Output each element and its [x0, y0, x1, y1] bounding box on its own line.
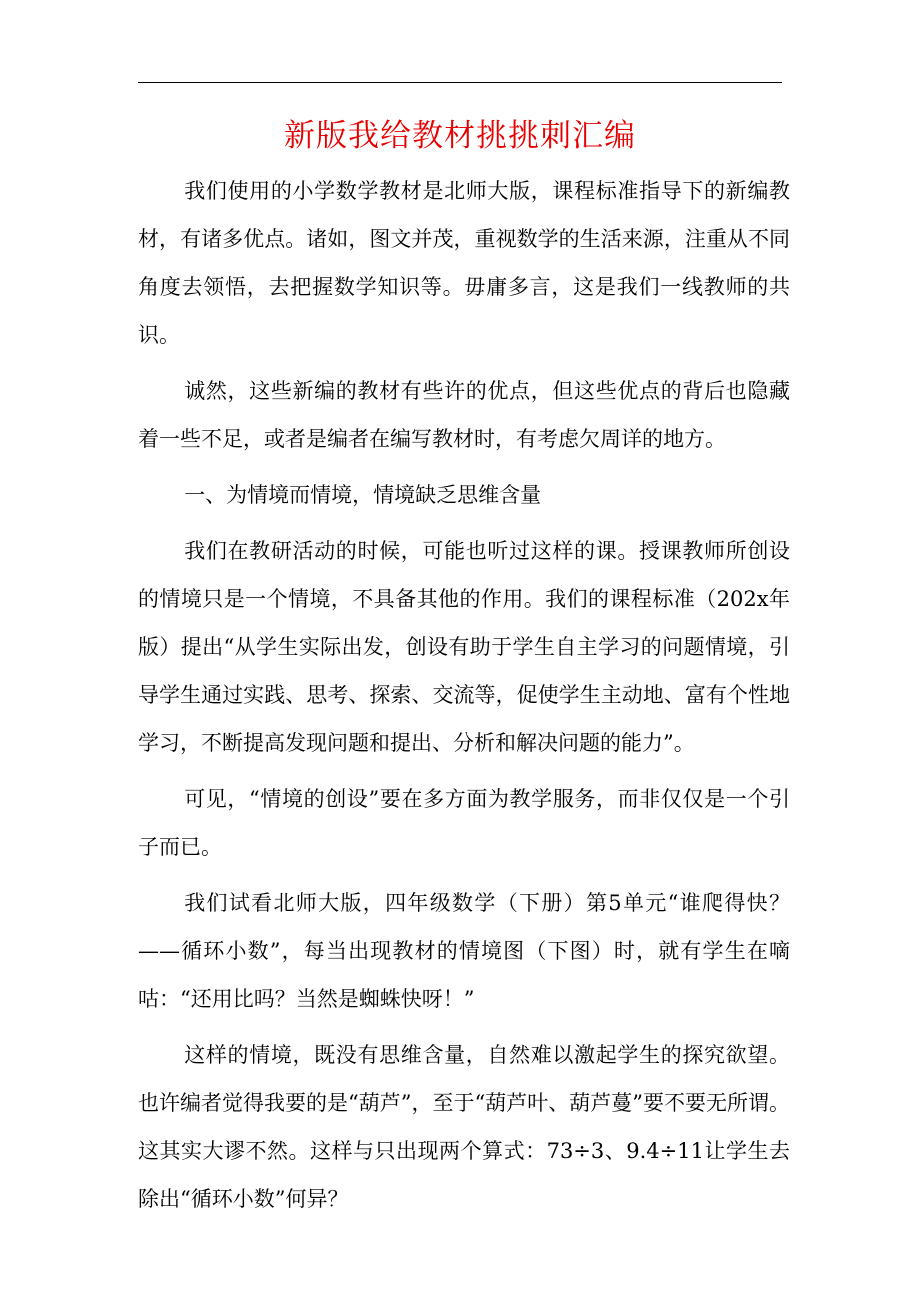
- document-body: [138, 167, 790, 1231]
- paragraph-critique: 这样的情境，既没有思维含量，自然难以激起学生的探究欲望。也许编者觉得我要的是“葫芦”，至于“葫芦叶、葫芦蔓”要不要无所谓。这其实大谬不然。这样与只出现两个算式：73÷3、9.4÷11让学生去除出“循环小数”何异？: [138, 1043, 790, 1211]
- paragraph-curriculum-standard: 我们在教研活动的时候，可能也听过这样的课。授课教师所创设的情境只是一个情境，不具备其他的作用。我们的课程标准（202x年版）提出“从学生实际出发，创设有助于学生自主学习的问题情境，引导学生通过实践、思考、探索、交流等，促使学生主动地、富有个性地学习，不断提高发现问题和提出、分析和解决问题的能力”。: [138, 539, 790, 755]
- paragraph-intro: 我们使用的小学数学教材是北师大版，课程标准指导下的新编教材，有诸多优点。诸如，图文并茂，重视数学的生活来源，注重从不同角度去领悟，去把握数学知识等。毋庸多言，这是我们一线教师的共识。: [138, 179, 790, 347]
- paragraph-textbook-example: 我们试看北师大版，四年级数学（下册）第5单元“谁爬得快？——循环小数”，每当出现教材的情境图（下图）时，就有学生在嘀咕：“还用比吗？当然是蜘蛛快呀！”: [138, 891, 790, 1011]
- document-title: 新版我给教材挑挑刺汇编: [284, 118, 636, 154]
- section-heading-1: 一、为情境而情境，情境缺乏思维含量: [184, 483, 542, 507]
- header-rule: [138, 82, 782, 83]
- paragraph-situation-purpose: 可见，“情境的创设”要在多方面为教学服务，而非仅仅是一个引子而已。: [138, 787, 790, 859]
- paragraph-shortcomings: 诚然，这些新编的教材有些许的优点，但这些优点的背后也隐藏着一些不足，或者是编者在编写教材时，有考虑欠周详的地方。: [138, 379, 790, 451]
